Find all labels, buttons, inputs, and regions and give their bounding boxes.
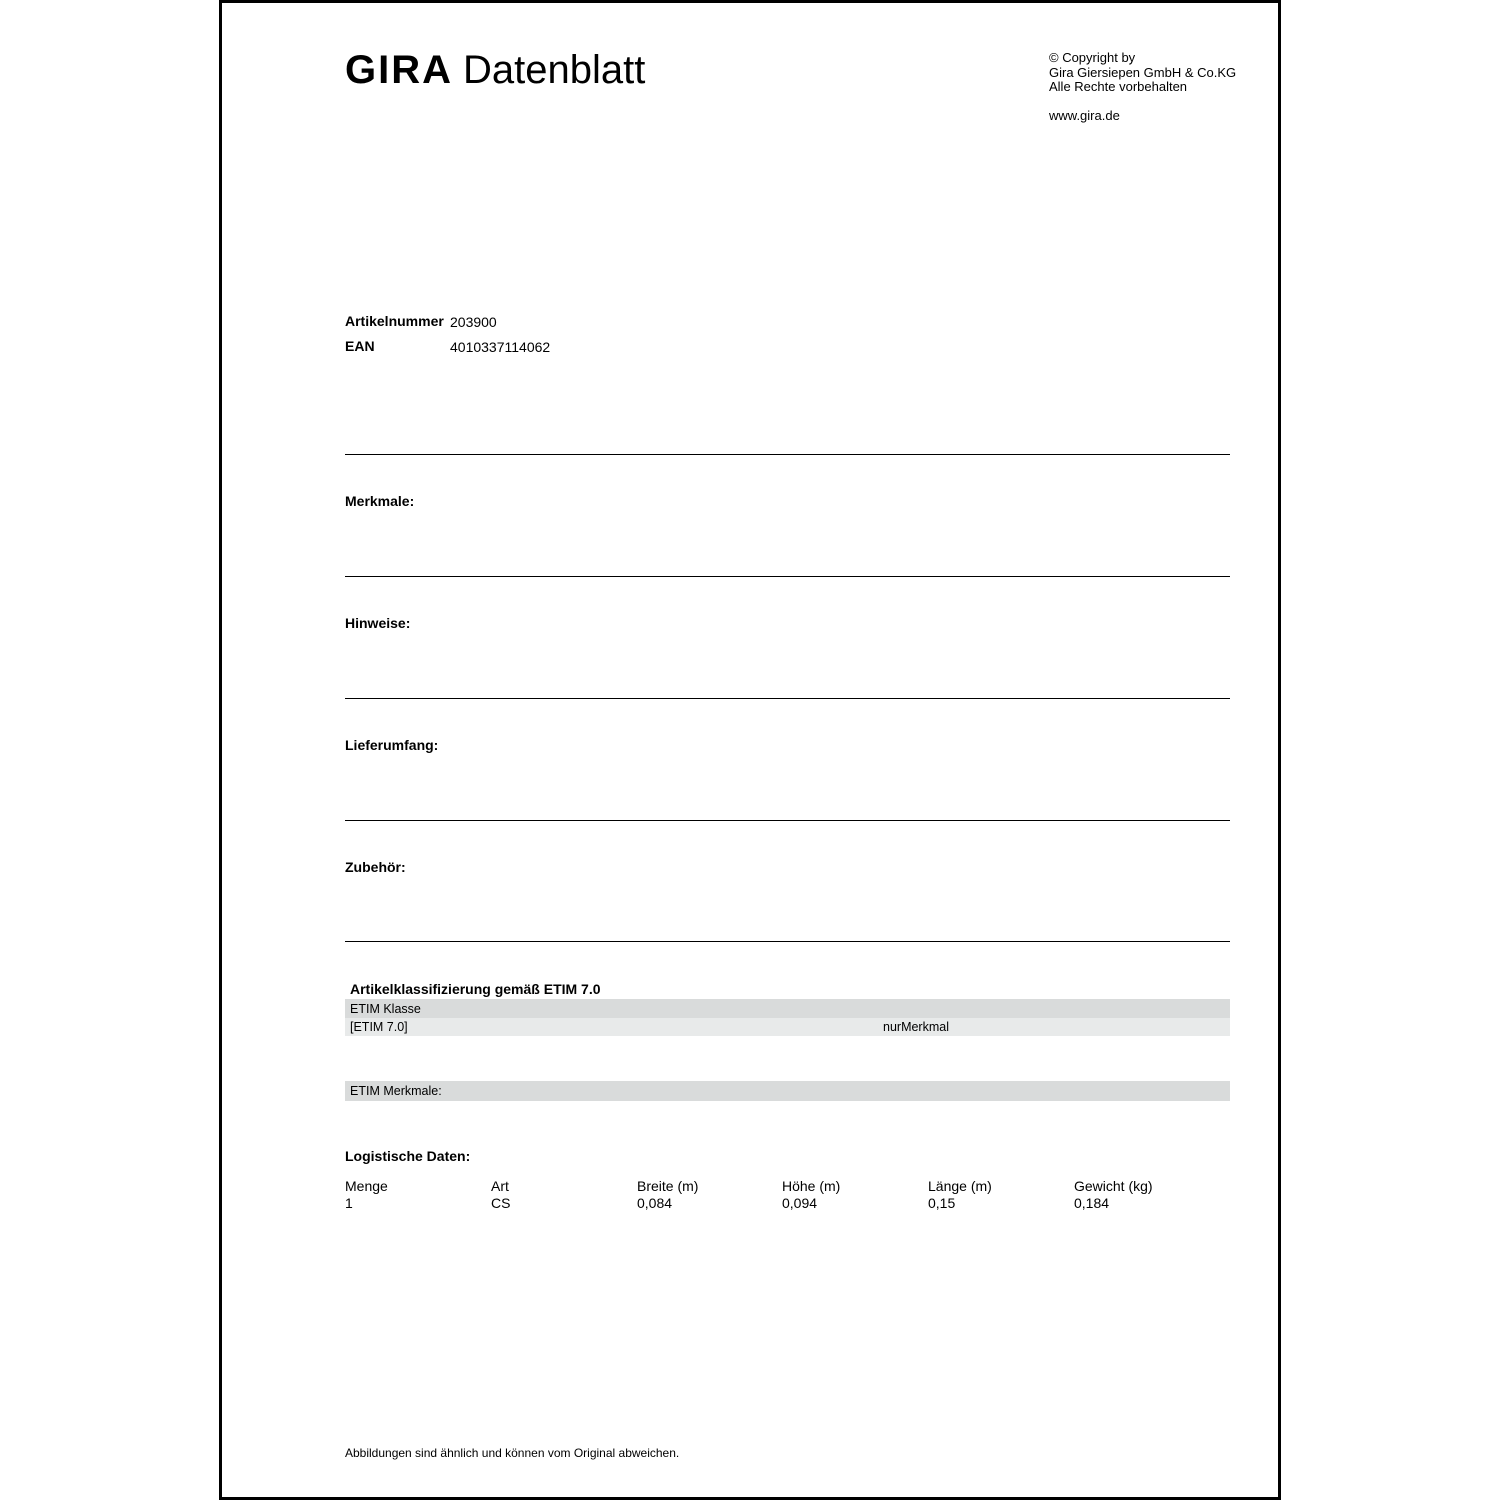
ean-value: 4010337114062 — [450, 339, 551, 355]
copyright-line: © Copyright by — [1049, 50, 1136, 65]
website-link[interactable]: www.gira.de — [1049, 107, 1120, 123]
etim-class-row — [345, 1018, 1230, 1036]
logistics-value-breite: 0,084 — [637, 1195, 673, 1211]
etim-features-label: ETIM Merkmale: — [350, 1084, 442, 1098]
document-title — [345, 47, 645, 93]
datasheet-page — [219, 0, 1281, 1500]
section-hinweise: Hinweise: — [345, 615, 411, 631]
footer-disclaimer: Abbildungen sind ähnlich und können vom Original abweichen. — [345, 1446, 680, 1460]
logistics-value-menge: 1 — [345, 1195, 353, 1211]
logistics-value-gewicht: 0,184 — [1074, 1195, 1110, 1211]
etim-features-header — [345, 1081, 1230, 1101]
section-zubehoer: Zubehör: — [345, 859, 406, 875]
divider — [345, 941, 1230, 942]
logistics-value-art: CS — [491, 1195, 511, 1211]
logistics-header-hoehe: Höhe (m) — [782, 1178, 841, 1194]
logistics-header-menge: Menge — [345, 1178, 388, 1194]
ean-label: EAN — [345, 338, 375, 354]
article-number-label: Artikelnummer — [345, 313, 444, 329]
etim-class-header — [345, 999, 1230, 1018]
copyright-block — [1049, 51, 1236, 123]
logistics-header-laenge: Länge (m) — [928, 1178, 992, 1194]
copyright-rights: Alle Rechte vorbehalten — [1049, 79, 1188, 94]
copyright-company: Gira Giersiepen GmbH & Co.KG — [1049, 64, 1237, 80]
logistics-value-laenge: 0,15 — [928, 1195, 956, 1211]
article-number-value: 203900 — [450, 314, 497, 330]
etim-class-version: [ETIM 7.0] — [350, 1020, 408, 1034]
divider — [345, 820, 1230, 821]
logistics-header-gewicht: Gewicht (kg) — [1074, 1178, 1153, 1194]
section-merkmale: Merkmale: — [345, 493, 415, 509]
logistics-value-hoehe: 0,094 — [782, 1195, 818, 1211]
etim-class-value: nurMerkmal — [883, 1020, 949, 1034]
divider — [345, 454, 1230, 455]
datasheet-title: Datenblatt — [463, 48, 646, 92]
gira-logo: GIRA — [345, 48, 453, 92]
etim-class-label: ETIM Klasse — [350, 1001, 421, 1016]
logistics-header-art: Art — [491, 1178, 509, 1194]
etim-title: Artikelklassifizierung gemäß ETIM 7.0 — [350, 981, 601, 997]
divider — [345, 576, 1230, 577]
logistics-title: Logistische Daten: — [345, 1148, 471, 1164]
section-lieferumfang: Lieferumfang: — [345, 737, 439, 753]
divider — [345, 698, 1230, 699]
logistics-header-breite: Breite (m) — [637, 1178, 699, 1194]
